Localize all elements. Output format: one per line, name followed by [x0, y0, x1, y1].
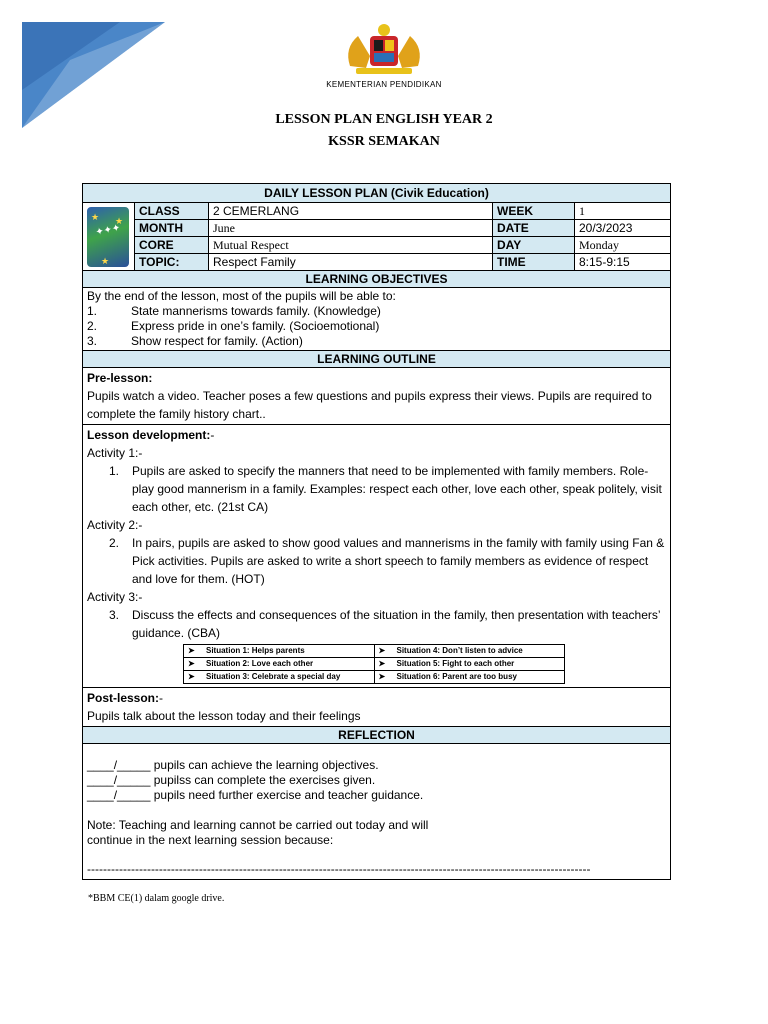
activity-item: 3. Discuss the effects and consequences of the situation in the family, then presentation with teachers’ guidance. (CBA) — [109, 608, 661, 640]
document-subtitle: KSSR SEMAKAN — [328, 134, 440, 149]
day-label: DAY — [493, 237, 575, 254]
dashed-line: ------------------------------------------------------------------------------------------------------------------------------ — [87, 862, 591, 876]
objectives-intro: By the end of the lesson, most of the pupils will be able to: — [87, 289, 396, 303]
situations-table — [183, 644, 565, 684]
activity-item: 2. In pairs, pupils are asked to show good values and mannerisms in the family with family using Fan & Pick activities. Pupils are asked to write a short speech to family members as evidence of respect and love for them. (HOT) — [109, 536, 665, 586]
class-label: CLASS — [135, 203, 209, 220]
time-value: 8:15-9:15 — [575, 254, 671, 271]
reflection-line: ____/_____ pupils need further exercise and teacher guidance. — [87, 788, 424, 802]
document-title: LESSON PLAN ENGLISH YEAR 2 — [275, 112, 493, 127]
pre-lesson-label: Pre-lesson: — [87, 371, 153, 385]
situation-cell: ➤ Situation 5: Fight to each other — [374, 658, 565, 671]
pre-lesson-section — [83, 368, 671, 425]
ministry-name: KEMENTERIAN PENDIDIKAN — [326, 80, 442, 89]
objective-item: 3. Show respect for family. (Action) — [87, 334, 303, 348]
post-lesson-label: Post-lesson: — [87, 691, 160, 705]
reflection-heading: REFLECTION — [83, 727, 671, 744]
class-value: 2 CEMERLANG — [209, 203, 493, 220]
activity-title: Activity 3:- — [87, 590, 143, 604]
week-label: WEEK — [493, 203, 575, 220]
day-value: Monday — [575, 237, 671, 254]
post-lesson-text: Pupils talk about the lesson today and their feelings — [87, 709, 361, 723]
arrow-icon: ➤ — [188, 646, 195, 655]
objectives-heading: LEARNING OBJECTIVES — [83, 271, 671, 288]
objective-item: 1. State mannerisms towards family. (Knowledge) — [87, 304, 381, 318]
arrow-icon: ➤ — [188, 672, 195, 681]
activity-item: 1. Pupils are asked to specify the manners that need to be implemented with family members. Role-play good mannerism in a family. Examples: respect each other, love each other, speak politely, visit each other, etc. (21st CA) — [109, 464, 662, 514]
lesson-development-label: Lesson development: — [87, 428, 211, 442]
outline-heading: LEARNING OUTLINE — [83, 351, 671, 368]
plan-heading: DAILY LESSON PLAN (Civik Education) — [83, 184, 671, 203]
reflection-line: ____/_____ pupils can achieve the learning objectives. — [87, 758, 379, 772]
time-label: TIME — [493, 254, 575, 271]
reflection-note-continued: continue in the next learning session because: — [87, 833, 334, 847]
date-label: DATE — [493, 220, 575, 237]
objective-item: 2. Express pride in one’s family. (Socioemotional) — [87, 319, 380, 333]
situation-cell: ➤ Situation 3: Celebrate a special day — [184, 671, 375, 684]
topic-value: Respect Family — [209, 254, 493, 271]
objectives-section — [83, 288, 671, 351]
month-label: MONTH — [135, 220, 209, 237]
lesson-plan-table — [82, 183, 671, 880]
topic-label: TOPIC: — [135, 254, 209, 271]
pre-lesson-text: Pupils watch a video. Teacher poses a few questions and pupils express their views. Pupils are required to complete the family history chart.. — [87, 389, 652, 421]
situation-cell: ➤ Situation 2: Love each other — [184, 658, 375, 671]
reflection-section — [83, 744, 671, 880]
date-value: 20/3/2023 — [575, 220, 671, 237]
corner-decoration — [0, 0, 230, 130]
arrow-icon: ➤ — [378, 672, 386, 681]
arrow-icon: ➤ — [188, 659, 195, 668]
core-value: Mutual Respect — [209, 237, 493, 254]
lesson-development-section: Lesson development:- Activity 1:- 1. Pupils are asked to specify the manners that need to be implemented with family members. Role-play good mannerism in a family. Examples: respect each other, love each other, speak politely, visit each other, etc. (21st CA) Activity 2:- 2. In pairs, pupils are asked to show good values and mannerisms in the family with family using Fan & Pick activities. Pupils are asked to write a short speech to family members as evidence of respect and love for them. (HOT) Activity 3:- 3. Discuss the effects and consequences of the situation in the family, then presentation with teachers’ guidance. (CBA) ➤ Situation 1: Helps parents ➤ Situation 4: Don’t listen to advice ➤ Situation 2: Love each other ➤ Situation 5: Fight to each other ➤ Situation 3: Celebrate a special day ➤ Situation 6: Parent are too busy — [83, 425, 671, 688]
reflection-line: ____/_____ pupilss can complete the exercises given. — [87, 773, 376, 787]
week-value: 1 — [575, 203, 671, 220]
situation-cell: ➤ Situation 1: Helps parents — [184, 645, 375, 658]
core-label: CORE — [135, 237, 209, 254]
activity-title: Activity 2:- — [87, 518, 143, 532]
footnote: *BBM CE(1) dalam google drive. — [88, 893, 225, 904]
activity-title: Activity 1:- — [87, 446, 143, 460]
situation-cell: ➤ Situation 4: Don’t listen to advice — [374, 645, 565, 658]
reflection-note: Note: Teaching and learning cannot be carried out today and will — [87, 818, 429, 832]
arrow-icon: ➤ — [378, 659, 386, 668]
subject-logo — [83, 203, 135, 271]
subject-logo-image: ★ ★ ★ ✦✦✦ — [87, 207, 129, 267]
post-lesson-section: Post-lesson:- Pupils talk about the lesson today and their feelings — [83, 688, 671, 727]
month-value: June — [209, 220, 493, 237]
arrow-icon: ➤ — [378, 646, 386, 655]
coat-of-arms-logo — [336, 22, 432, 78]
situation-cell: ➤ Situation 6: Parent are too busy — [374, 671, 565, 684]
